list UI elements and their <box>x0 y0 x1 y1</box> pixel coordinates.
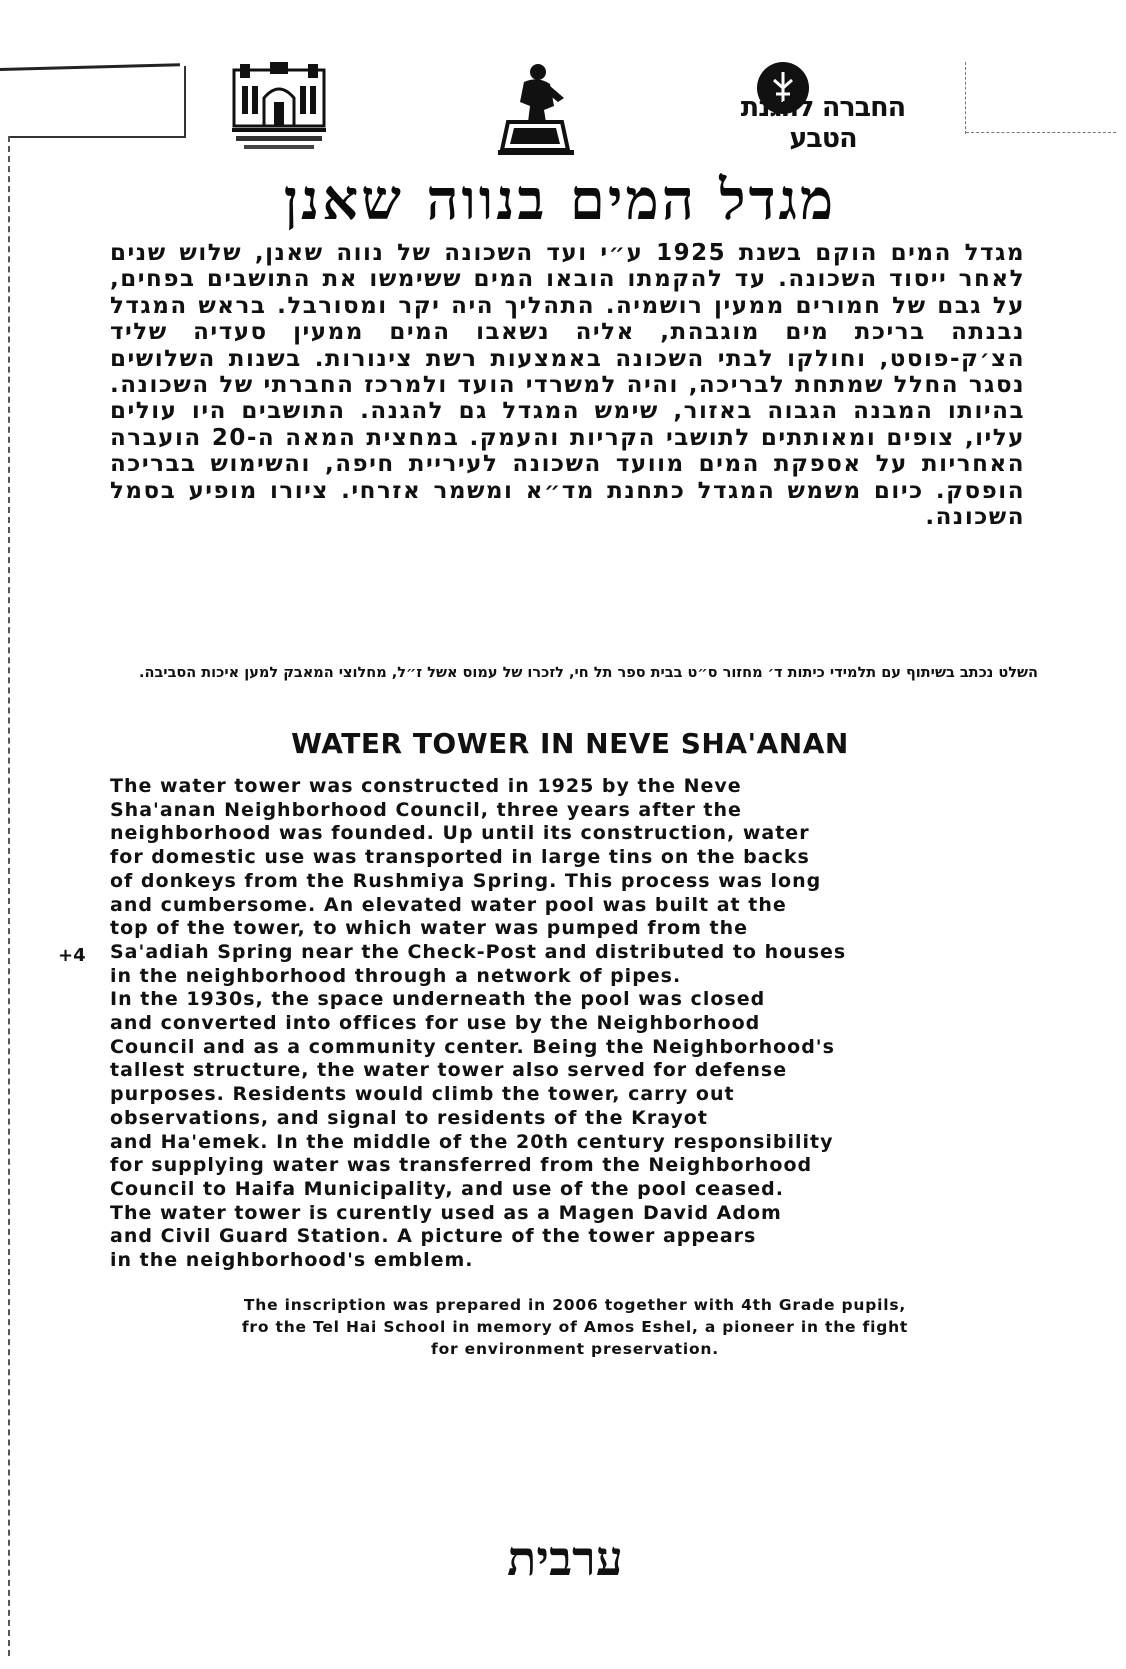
english-paragraph-2: In the 1930s, the space underneath the pool was closed and converted into offices for use by the Neighborhood Council and as a community center. Being the Neighborhood's tallest structure, the water tower also served for defense purposes. Residents would climb the tower, carry out observations, and signal to residents of the Krayot and Ha'emek. In the middle of the 20th century responsibility for supplying water was transferred from the Neighborhood Council to Haifa Municipality, and use of the pool ceased. The water tower is curently used as a Magen David Adom and Civil Guard Station. A picture of the tower appears in the neighborhood's emblem. <box>110 988 835 1272</box>
scan-edge-line <box>8 136 10 1656</box>
statue-logo-icon <box>494 62 576 156</box>
scan-edge-line <box>184 66 186 138</box>
english-paragraph-1: The water tower was constructed in 1925 by the Neve Sha'anan Neighborhood Council, three years after the neighborhood was founded. Up until its construction, water for domestic use was transported in large tins on the backs of donkeys from the Rushmiya Spring. This process was long and cumbersome. An elevated water pool was built at the top of the tower, to which water was pumped from the Sa'adiah Spring near the Check-Post and distributed to houses in the neighborhood through a network of pipes. <box>110 775 847 987</box>
footer-word: ערבית <box>507 1531 623 1587</box>
scan-edge-line <box>0 63 180 71</box>
scan-edge-line <box>966 132 1116 133</box>
english-inscription-note: The inscription was prepared in 2006 together with 4th Grade pupils, fro the Tel Hai School in memory of Amos Eshel, a pioneer in the fight for environment preservation. <box>241 1296 909 1358</box>
spni-logo-text: החברה להגנת הטבע <box>740 92 906 154</box>
hebrew-body-text: מגדל המים הוקם בשנת 1925 ע״י ועד השכונה של נווה שאנן, שלוש שנים לאחר ייסוד השכונה. עד להקמתו הובאו המים ששימשו את התושבים בפחים, על גבם של חמורים ממעין רושמיה. התהליך היה יקר ומסורבל. בראש המגדל נבנתה בריכת מים מוגבהת, אליה נשאבו המים ממעין סעדיה שליד הצ׳ק-פוסט, וחולקו לבתי השכונה באמצעות רשת צינורות. בשנות השלושים נסגר החלל שמתחת לבריכה, והיה למשרדי הועד ולמרכז החברתי של השכונה. בהיותו המבנה הגבוה באזור, שימש המגדל גם להגנה. התושבים היו עולים עליו, צופים ומאותתים לתושבי הקריות והעמק. במחצית המאה ה-20 הועברה האחריות על אספקת המים מוועד השכונה לעיריית חיפה, והשימוש בבריכה הופסק. כיום משמש המגדל כתחנת מד״א ומשמר אזרחי. ציורו מופיע בסמל השכונה. <box>110 240 1025 531</box>
english-body <box>110 775 1040 1273</box>
hebrew-title: מגדל המים בנווה שאנן <box>283 167 837 233</box>
spni-logo-icon <box>708 62 938 156</box>
scan-edge-line <box>8 136 184 138</box>
historic-building-logo-icon <box>230 62 328 154</box>
scan-edge-line <box>965 62 966 134</box>
english-title: WATER TOWER IN NEVE SHA'ANAN <box>291 727 849 760</box>
margin-mark: +4 <box>58 945 86 966</box>
hebrew-inscription-note: השלט נכתב בשיתוף עם תלמידי כיתות ד׳ מחזור ס״ט בבית ספר תל חי, לזכרו של עמוס אשל ז״ל, מחלוצי המאבק למען איכות הסביבה. <box>138 665 1038 681</box>
